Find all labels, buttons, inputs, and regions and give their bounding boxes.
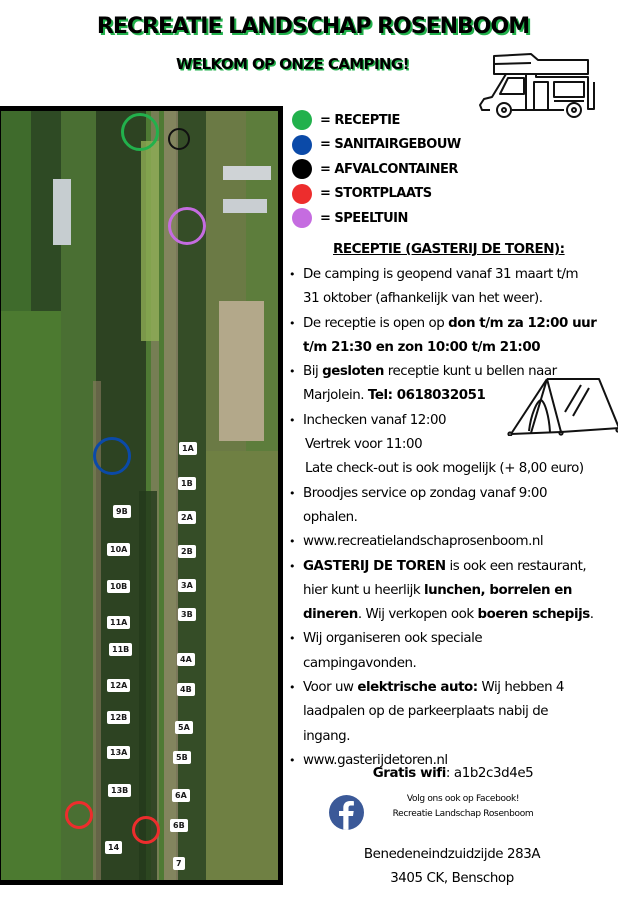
map-marker-sanitairgebouw	[93, 437, 131, 475]
map-field-east	[206, 451, 278, 885]
pitch-label: 2A	[178, 511, 196, 524]
info-item-hours: • De receptie is open op don t/m za 12:00 uur t/m 21:30 en zon 10:00 t/m 21:00	[289, 312, 624, 361]
pitch-label: 1B	[178, 477, 196, 490]
map-buildings-ne	[223, 166, 271, 180]
pitch-label: 11B	[109, 643, 132, 656]
welcome-subtitle: WELKOM OP ONZE CAMPING!	[176, 55, 409, 73]
tent-icon	[503, 376, 618, 436]
info-item-season: • De camping is geopend vanaf 31 maart t/m 31 oktober (afhankelijk van het weer).	[289, 263, 624, 312]
pitch-label: 9B	[113, 505, 131, 518]
pitch-label: 6A	[172, 789, 190, 802]
pitch-label: 6B	[170, 819, 188, 832]
legend-item-afvalcontainer: = AFVALCONTAINER	[292, 157, 461, 182]
map-field-west	[1, 311, 61, 885]
pitch-label: 3B	[178, 608, 196, 621]
pitch-label: 3A	[178, 579, 196, 592]
map-hedge-strip	[141, 141, 159, 341]
info-item-ev-charging: • Voor uw elektrische auto: Wij hebben 4 laadpalen op de parkeerplaats nabij de ingang.	[289, 676, 624, 749]
map-marker-speeltuin	[168, 207, 206, 245]
legend-item-sanitairgebouw: = SANITAIRGEBOUW	[292, 133, 461, 158]
pitch-label: 2B	[178, 545, 196, 558]
camper-van-icon	[476, 52, 622, 118]
pitch-label: 10B	[107, 580, 130, 593]
pitch-label: 5A	[175, 721, 193, 734]
pitch-label: 5B	[173, 751, 191, 764]
info-item-website-camping	[289, 530, 624, 554]
address-block	[338, 843, 566, 891]
info-item-checkin: • Inchecken vanaf 12:00	[289, 409, 624, 433]
wifi-password: : a1b2c3d4e5	[445, 766, 534, 781]
pitch-label: 4B	[177, 683, 195, 696]
blue-dot-icon	[292, 135, 312, 155]
black-dot-icon	[292, 159, 312, 179]
info-item-events: • Wij organiseren ook speciale campingavonden.	[289, 627, 624, 676]
pitch-label: 12A	[107, 679, 130, 692]
reception-heading: RECEPTIE (GASTERIJ DE TOREN):	[333, 241, 565, 257]
map-buildings-ne2	[223, 199, 267, 213]
info-item-bread: • Broodjes service op zondag vanaf 9:00 ophalen.	[289, 482, 624, 531]
purple-dot-icon	[292, 208, 312, 228]
legend-item-receptie: = RECEPTIE	[292, 108, 461, 133]
map-legend	[292, 108, 461, 231]
green-dot-icon	[292, 110, 312, 130]
phone-number[interactable]: Tel: 0618032051	[367, 388, 486, 404]
pitch-label: 14	[105, 841, 122, 854]
info-item-restaurant: • GASTERIJ DE TOREN is ook een restaurant, hier kunt u heerlijk lunchen, borrelen en dineren. Wij verkopen ook boeren schepijs.	[289, 555, 624, 628]
pitch-label: 11A	[107, 616, 130, 629]
red-dot-icon	[292, 184, 312, 204]
map-marker-stortplaats-2	[132, 816, 160, 844]
pitch-label: 7	[173, 857, 185, 870]
map-marker-stortplaats-1	[65, 801, 93, 829]
map-marker-afvalcontainer	[168, 128, 190, 150]
pitch-label: 1A	[179, 442, 197, 455]
pitch-label: 4A	[177, 653, 195, 666]
reception-info-list: • De camping is geopend vanaf 31 maart t/m 31 oktober (afhankelijk van het weer). • De receptie is open op don t/m za 12:00 uur t/m 21:30 en zon 10:00 t/m 21:00 • Bij gesloten receptie kunt u bellen naar Marjolein. Tel: 0618032051 • Inchecken vanaf 12:00 Vertrek voor 11:00 Late check-out is ook mogelijk (+ 8,00 euro) • Broodjes service op zondag vanaf 9:00 ophalen. • www.recreatielandschaprosenboom.nl • GASTERIJ DE TOREN is ook een restaurant, hier kunt u heerlijk lunchen, borrelen en dineren. Wij verkopen ook boeren schepijs. • Wij organiseren ook speciale campingavonden. • Voor uw elektrische auto: Wij hebben 4 laadpalen op de parkeerplaats nabij de ingang. • www.gasterijdetoren.nl	[289, 263, 624, 773]
pitch-label: 13B	[108, 784, 131, 797]
facebook-page-name[interactable]: Recreatie Landschap Rosenboom	[392, 809, 534, 819]
website-link-restaurant[interactable]: www.gasterijdetoren.nl	[303, 752, 448, 768]
pitch-label: 12B	[107, 711, 130, 724]
facebook-icon[interactable]	[329, 795, 364, 830]
legend-item-speeltuin: = SPEELTUIN	[292, 206, 461, 231]
address-street: Benedeneindzuidzijde 283A	[363, 847, 541, 862]
address-city: 3405 CK, Benschop	[390, 871, 514, 886]
pitch-label: 13A	[107, 746, 130, 759]
map-building-nw	[53, 179, 71, 245]
legend-item-stortplaats: = STORTPLAATS	[292, 182, 461, 207]
map-marker-receptie	[121, 113, 159, 151]
website-link-camping[interactable]: www.recreatielandschaprosenboom.nl	[303, 534, 544, 550]
facebook-promo: Volg ons ook op Facebook! Recreatie Landschap Rosenboom	[368, 792, 558, 822]
page-title: RECREATIE LANDSCHAP ROSENBOOM	[96, 14, 530, 39]
wifi-info: Gratis wifi: a1b2c3d4e5	[372, 766, 534, 781]
pitch-label: 10A	[107, 543, 130, 556]
map-field-parking	[219, 301, 264, 441]
info-item-closed: • Bij gesloten receptie kunt u bellen naar Marjolein. Tel: 0618032051	[289, 360, 624, 409]
